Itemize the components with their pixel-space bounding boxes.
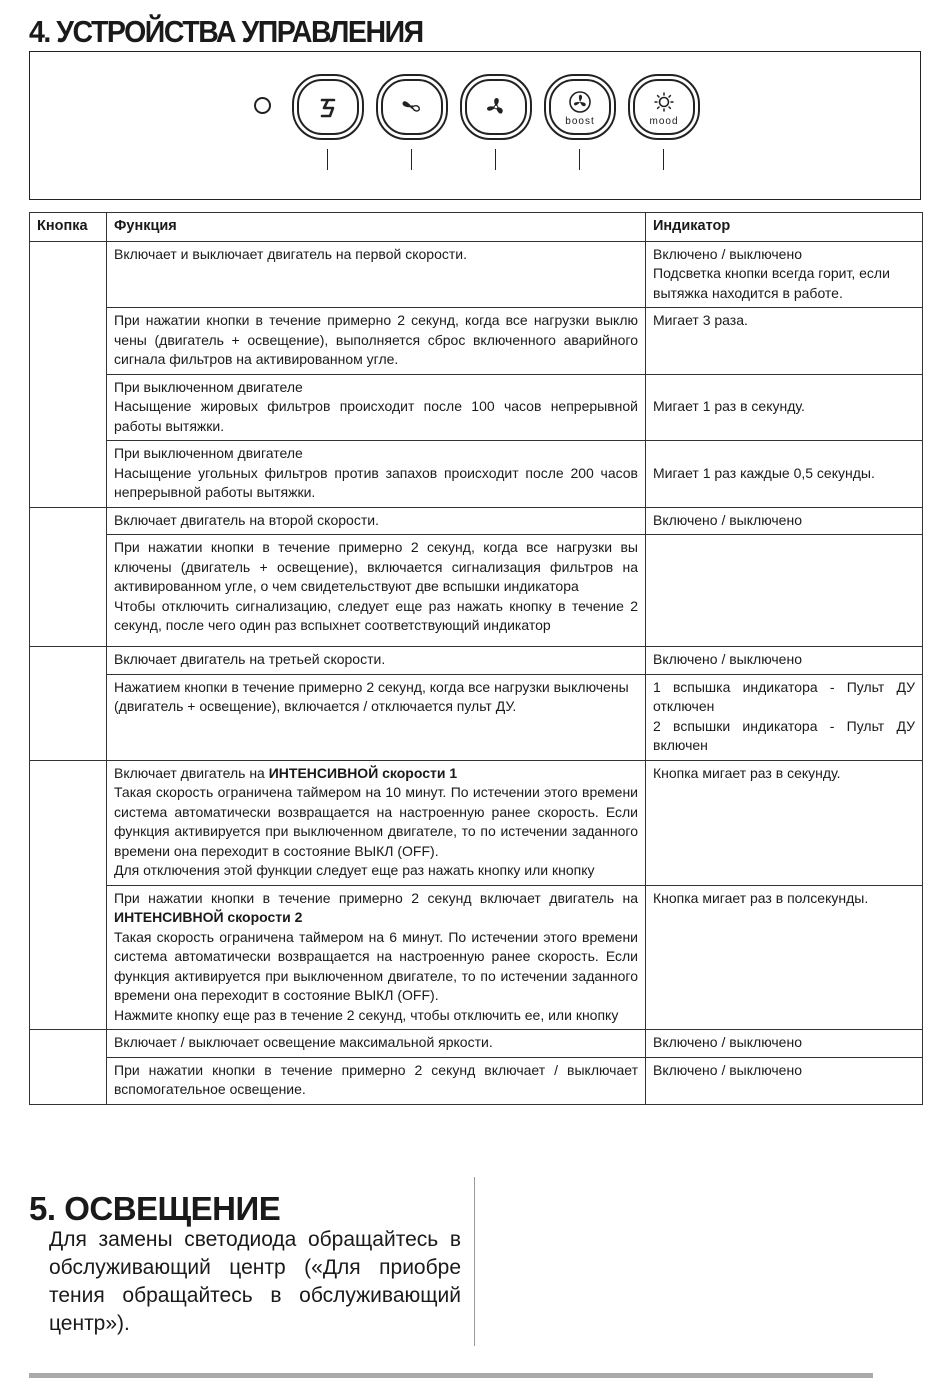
button-cell-4 [30,760,107,1030]
function-cell: Включает двигатель на третьей скорости. [107,647,646,675]
function-line: При нажатии кнопки в течение примерно 2 секунд включает двигатель на ИНТЕНСИВНОЙ скорости 2 [114,889,638,925]
function-line: Чтобы отключить сигнализацию, следует еще раз нажать кнопку в течение 2 секунд, после чего один раз вспыхнет соответствующий индикатор [114,597,638,633]
indicator-cell: Кнопка мигает раз в полсекунды. [646,885,923,1030]
function-cell: Включает / выключает освещение максимальной яркости. [107,1030,646,1058]
function-cell: При нажатии кнопки в течение примерно 2 секунд включает / выключает вспомогательное освещение. [107,1057,646,1104]
indicator-cell [646,241,923,308]
indicator-line: Включено / выключено [653,245,802,262]
table-row [30,374,923,441]
function-cell [107,760,646,885]
header-indicator: Индикатор [646,213,923,242]
indicator-cell: Включено / выключено [646,507,923,535]
button-3-callout-line [495,149,496,170]
function-line: При выключенном двигателе [114,445,303,461]
table-row [30,1030,923,1058]
table-row [30,441,923,508]
function-cell: При нажатии кнопки в течение примерно 2 секунд, когда все нагрузки выклю чены (двигатель + освещение), выполняется сброс включенного аварийного сигнала фильтров на активированном угле. [107,308,646,375]
indicator-line: 2 вспышки индикатора - Пульт ДУ включен [653,717,915,753]
controls-table [29,212,923,1105]
button-cell-2 [30,507,107,647]
function-line: Для отключения этой функции следует еще раз нажать кнопку или кнопку [114,862,595,878]
indicator-line: Подсветка кнопки всегда горит, если вытяжка находится в работе. [653,265,890,301]
button-2-callout-line [411,149,412,170]
mood-label: mood [649,116,679,127]
fan-speed-3-icon [460,74,532,140]
function-cell [107,535,646,647]
button-speed-1 [292,74,364,140]
table-row [30,241,923,308]
section-5-title: 5. ОСВЕЩЕНИЕ [29,1190,281,1227]
function-line: Насыщение жировых фильтров происходит после 100 часов непрерывной работы вытяжки. [114,398,638,434]
function-line: Нажмите кнопку еще раз в течение 2 секунд, чтобы отключить ее, или кнопку [114,1006,619,1023]
function-line: Включает двигатель на ИНТЕНСИВНОЙ скорости 1 [114,764,458,781]
table-row [30,885,923,1030]
function-cell [107,374,646,441]
table-row [30,308,923,375]
function-line: Такая скорость ограничена таймером на 10 минут. По истечении этого времени система автоматически возвращается на настроенную ранее скорость. Если функция активируется при выключенном двигателе, то по истечении заданного времени она переходит в состояние ВЫКЛ (OFF). [114,784,638,859]
indicator-cell [646,674,923,760]
function-line: При нажатии кнопки в течение примерно 2 секунд, когда все нагрузки вы ключены (двигатель + освещение), включается сигнализация фильтров на активированном угле, о чем свидетельствуют две вспышки индикатора [114,539,638,594]
indicator-cell: Включено / выключено [646,647,923,675]
table-header-row [30,213,923,242]
indicator-cell: Мигает 3 раза. [646,308,923,375]
section-5-text: Для замены светодиода обращайтесь в обслуживающий центр («Для приобре тения обращайтесь в обслуживающий центр»). [49,1228,461,1335]
button-cell-1 [30,241,107,507]
indicator-cell: Включено / выключено [646,1057,923,1104]
button-4-callout-line [579,149,580,170]
button-speed-2 [376,74,448,140]
motor-speed-1-icon [292,74,364,140]
function-line: Такая скорость ограничена таймером на 6 минут. По истечении этого времени система автоматически возвращается на настроенную ранее скорость. Если функция активируется при выключенном двигателе, то по истечении заданного времени она переходит в состояние ВЫКЛ (OFF). [114,928,638,1003]
button-1-callout-line [327,149,328,170]
function-line: При выключенном двигателе [114,378,303,395]
button-cell-3 [30,647,107,761]
fan-speed-2-icon [376,74,448,140]
function-cell: Включает двигатель на второй скорости. [107,507,646,535]
indicator-cell [646,535,923,647]
column-divider [474,1177,475,1346]
header-function: Функция [107,213,646,242]
function-cell: Нажатием кнопки в течение примерно 2 секунд, когда все нагрузки выключены (двигатель + освещение), включается / отключается пульт ДУ. [107,674,646,760]
table-row [30,535,923,647]
indicator-cell: Мигает 1 раз каждые 0,5 секунды. [646,441,923,508]
button-boost [544,74,616,140]
function-cell: Включает и выключает двигатель на первой скорости. [107,241,646,308]
function-line: Насыщение угольных фильтров против запахов происходит после 200 часов непрерывной работы вытяжки. [114,464,638,500]
footer-bar [29,1373,873,1378]
indicator-line: 1 вспышка индикатора - Пульт ДУ отключен [653,678,915,714]
table-row [30,760,923,885]
button-cell-5 [30,1030,107,1105]
table-row [30,674,923,760]
indicator-cell: Мигает 1 раз в секунду. [646,374,923,441]
boost-label: boost [565,116,595,127]
button-mood [628,74,700,140]
boost-fan-icon [544,74,616,140]
indicator-led [254,97,271,114]
mood-light-icon [628,74,700,140]
indicator-cell: Включено / выключено [646,1030,923,1058]
control-panel-diagram [29,51,921,200]
function-cell [107,885,646,1030]
table-row [30,1057,923,1104]
indicator-cell: Кнопка мигает раз в секунду. [646,760,923,885]
table-row [30,647,923,675]
button-speed-3 [460,74,532,140]
section-4-title: 4. УСТРОЙСТВА УПРАВЛЕНИЯ [29,14,423,49]
button-5-callout-line [663,149,664,170]
function-cell [107,441,646,508]
header-button: Кнопка [30,213,107,242]
table-row [30,507,923,535]
